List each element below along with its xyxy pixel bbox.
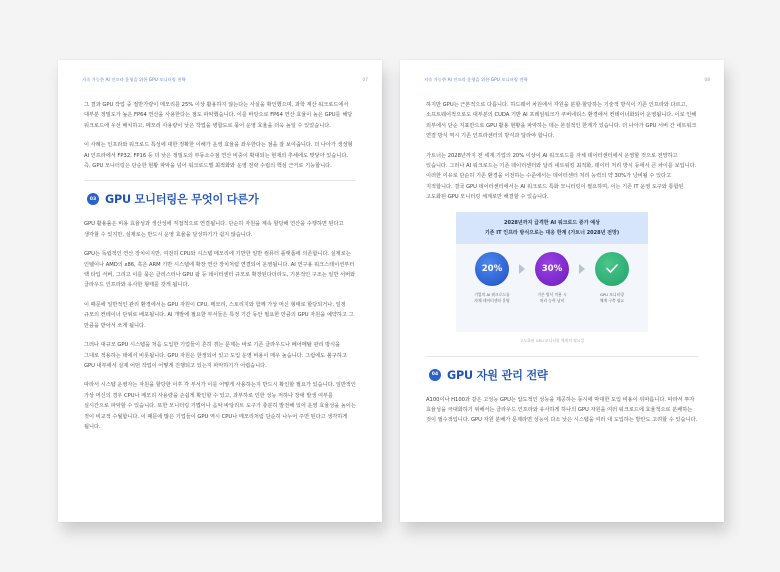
section-heading <box>429 367 698 383</box>
forecast-diagram <box>456 212 648 332</box>
running-head <box>424 77 710 83</box>
page-number: 08 <box>704 77 710 82</box>
diagram-banner <box>456 212 648 244</box>
circle-label-line: 자체 데이터센터 운영 <box>474 297 510 303</box>
section-divider <box>84 180 356 181</box>
check-icon <box>606 264 618 273</box>
running-head-title: 지속 가능한 AI 인프라 운영을 위한 GPU 모니터링 전략 <box>424 77 528 82</box>
circle-label <box>582 292 642 304</box>
intro-paragraph: 이 사례는 인프라와 워크로드 특성에 대한 정확한 이해가 운영 효율을 좌우한다는 점을 잘 보여줍니다. 더 나아가 생성형 AI 인프라에서 FP32, FP16 등 더 낮은 정밀도의 부동소수점 연산 비중이 확대되는 현재의 추세에도 맞닿아 있습니다. 즉, GPU 모니터링은 단순한 현황 파악을 넘어 워크로드별 최적화와 운영 전략 수립의 핵심 근거로 기능합니다. <box>84 142 353 170</box>
circle-label-line: 체계 구축 필요 <box>599 297 625 303</box>
body-paragraph: GPU는 독립적인 연산 장치이지만, 여전히 CPU와 시스템 메모리에 기반한 일반 컴퓨터 플랫폼에 의존합니다. 실제로는 인텔이나 AMD의 x86, 혹은 ARM 기반 시스템에 확장 연산 장치처럼 연결되어 운영됩니다. AI 연구용 워크스테이션부터 랙 타입 서버, 그리고 이를 묶은 클러스터나 GPU 팜 등 데이터센터 규모로 확장된다더라도, 기본적인 구조는 일반 서버와 클라우드 인프라와 유사한 형태를 갖게 됩니다. <box>84 251 356 289</box>
check-circle <box>595 252 629 286</box>
body-paragraph: 이 때문에 일반적인 관리 환경에서는 GPU 자원이 CPU, 메모리, 스토리지와 함께 가상 머신 형태로 할당되거나, 일정 규모의 컨테이너 단위로 배포됩니다. AI 개발에 필요한 부서들은 특정 기간 동안 필요한 만큼의 GPU 자원을 예약하고 그 만큼을 받아서 쓰게 됩니다. <box>84 301 354 329</box>
section-divider <box>426 356 698 357</box>
diagram-title-line1: 2028년까지 급격한 AI 워크로드 증가 예상 <box>504 220 600 227</box>
body-paragraph: 하지만 GPU는 근본적으로 다릅니다. 하드웨어 차원에서 자원을 분할·할당하는 기술적 방식이 기존 인프라와 다르고, 소프트웨어적으로도 대부분의 CUDA 기반 AI 프레임워크가 쿠버네티스 환경에서 컨테이너화되어 운영됩니다. 이로 인해 외부에서 단순 지표만으로 GPU 활용 현황을 파악하는 데는 본질적인 한계가 있습니다. 더 나아가 GPU 서버 간 네트워크 연결 방식 역시 기존 인프라센터의 방식과 달라야 합니다. <box>426 102 697 140</box>
left-page <box>58 60 382 522</box>
right-page <box>400 60 724 522</box>
section-number-badge: 03 <box>87 193 99 205</box>
body-paragraph: 가트너는 2028년까지 전 세계 기업의 20% 이상이 AI 워크로드를 자체 데이터센터에서 운영할 것으로 전망하고 있습니다. 그러나 AI 워크로드는 기존 데이터센터와 달리 네트워킹 최적화, 데이터 처리 방식 등에서 큰 차이를 보입니다. 이러한 이유로 단순히 기존 환경을 이전하는 수준에서는 데이터센터 처리 능력의 약 30%가 낭비될 수 있다고 지적합니다. 결국 GPU 데이터센터에서는 AI 워크로드 특화 모니터링이 필요하며, 이는 기존 IT 운영 도구와 통합된 고도화된 GPU 모니터링 체계로만 해결할 수 있습니다. <box>426 152 697 201</box>
circle-label-line: 처리 능력 낭비 <box>539 297 565 303</box>
section-heading <box>87 191 356 207</box>
arrow-right-icon <box>519 264 525 274</box>
arrow-right-icon <box>579 264 585 274</box>
body-paragraph: 그러나 대규모 GPU 시스템을 처음 도입한 기업들이 흔히 겪는 문제는 바로 기존 클라우드나 베어메탈 관리 방식을 그대로 적용하는 데에서 비롯됩니다. GPU 자원은 한정되어 있고 도입 운영 비용이 매우 높습니다. 그럼에도 불구하고 GPU 내부에서 실제 어떤 작업이 어떻게 진행되고 있는지 파악하기가 어렵습니다. <box>84 342 347 369</box>
right-page-body <box>426 100 698 435</box>
running-head <box>82 77 368 83</box>
body-paragraph: A100이나 H100과 같은 고성능 GPU는 압도적인 성능을 제공하는 동시에 막대한 도입 비용이 뒤따릅니다. 따라서 투자 효율성을 극대화하기 위해서는 클라우드 인프라와 유사하게 하나의 GPU 자원을 여러 워크로드에 효율적으로 분배하는 것이 필수적입니다. GPU 자원 분배가 문제라면 성능이 다소 낮은 시스템을 여러 대 도입하는 방안도 고려할 수 있습니다. <box>426 396 698 424</box>
section-title: GPU 모니터링은 무엇이 다른가 <box>105 193 259 207</box>
circle-label <box>462 292 522 304</box>
section-title: GPU 자원 관리 전략 <box>447 368 548 382</box>
circle-label-line: 기업의 AI 워크로드를 <box>474 291 510 297</box>
running-head-title: 지속 가능한 AI 인프라 운영을 위한 GPU 모니터링 전략 <box>82 77 186 82</box>
body-paragraph: GPU 활용률은 비용 효율성과 생산성에 직접적으로 연결됩니다. 단순히 자원을 계속 할당해 연산을 수행하면 된다고 생각할 수 있지만, 실제로는 반드시 운영 효율을 달성하기가 쉽지 않습니다. <box>84 221 344 238</box>
stat-circle-enterprise-share: 20% <box>475 252 509 286</box>
body-paragraph: 따라서 시스템 운영자는 자원을 할당한 이후 각 부서가 이를 어떻게 사용하는지 반드시 확인할 필요가 있습니다. 일반적인 가상 머신의 경우 CPU나 메모리 사용량을 손쉽게 확인할 수 있고, 과부하로 인한 성능 저하나 장애 발생 여부를 실시간으로 파악할 수 있습니다. 또한 모니터링 기법이나 음악 바탕리트 도구가 충분히 발전해 있어 운영 효율성을 높이는 것이 비교적 수월합니다. 이 때문에 많은 기업들이 GPU 역시 CPU나 메모리처럼 단순히 나누어 주면 된다고 생각하게 됩니다. <box>84 382 356 430</box>
stat-circle-capacity-waste: 30% <box>535 252 569 286</box>
circle-label <box>522 292 582 304</box>
diagram-title-line2: 기존 IT 인프라 방식으로는 대응 한계 (가트너 2028년 전망) <box>484 230 620 237</box>
intro-paragraph: 그 결과 GPU 작업 중 절반가량이 메모리를 25% 이상 활용하지 않는다는 사실을 확인했으며, 과학 계산 워크로드에서 대부분 정밀도가 높은 FP64 연산을 사용한다는 점도 파악했습니다. 이를 바탕으로 FP64 연산 효율이 높은 GPU를 해당 워크로드에 우선 배치하고, 메모리 사용량이 낮은 작업을 병합도로 묶어 운영 효율을 더욱 높일 수 있었습니다. <box>84 102 353 129</box>
page-number: 07 <box>362 77 368 82</box>
circle-label-line: 기존 방식 적용 시 <box>537 291 567 297</box>
circle-label-line: GPU 모니터링 <box>600 291 624 297</box>
section-number-badge: 04 <box>429 369 441 381</box>
left-page-body <box>84 100 356 441</box>
diagram-caption: 고도화된 GPU 모니터링 체계의 필요성 <box>519 337 585 343</box>
